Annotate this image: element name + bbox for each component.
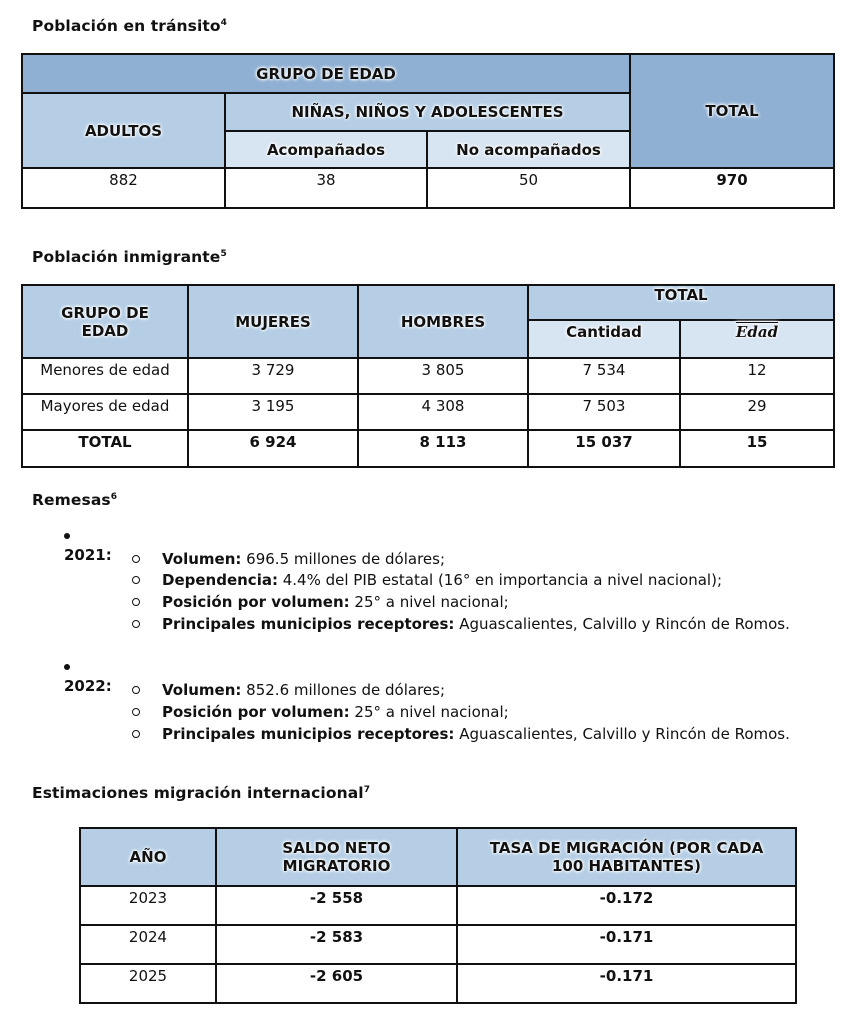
footnote-marker: 7	[363, 785, 371, 795]
migration-table	[79, 827, 797, 1004]
item-label: Principales municipios receptores:	[162, 615, 455, 633]
list-subitem	[132, 681, 445, 699]
header-total: TOTAL	[528, 285, 834, 320]
cell-women: 3 195	[188, 394, 358, 430]
header-men: HOMBRES	[358, 285, 528, 358]
year-label: 2022:	[64, 677, 112, 695]
cell-men: 3 805	[358, 358, 528, 394]
item-text: 4.4% del PIB estatal (16° en importancia a nivel nacional);	[277, 571, 722, 589]
list-subitem	[132, 550, 445, 568]
circle-bullet-icon	[132, 620, 140, 628]
list-subitem	[132, 725, 790, 743]
cell-quantity: 15 037	[528, 430, 680, 467]
header-unaccompanied: No acompañados	[427, 131, 630, 168]
circle-bullet-icon	[132, 730, 140, 738]
circle-bullet-icon	[132, 686, 140, 694]
item-text: Aguascalientes, Calvillo y Rincón de Romos.	[454, 615, 790, 633]
cell-net-balance: -2 583	[216, 925, 457, 964]
section-title-migration	[32, 784, 370, 802]
year-label: 2021:	[64, 546, 112, 564]
cell-men: 8 113	[358, 430, 528, 467]
list-item-year	[64, 528, 112, 564]
header-total: TOTAL	[630, 54, 834, 168]
footnote-marker: 4	[220, 18, 228, 28]
header-group: GRUPO DE EDAD	[22, 54, 630, 93]
cell-women: 3 729	[188, 358, 358, 394]
cell-men: 4 308	[358, 394, 528, 430]
list-subitem	[132, 593, 509, 611]
cell-age: 15	[680, 430, 834, 467]
section-title-immigrant	[32, 248, 227, 266]
table-row	[22, 358, 834, 394]
item-label: Dependencia:	[162, 571, 278, 589]
header-rate: TASA DE MIGRACIÓN (POR CADA 100 HABITANTES)	[457, 828, 796, 886]
cell-group: Mayores de edad	[22, 394, 188, 430]
header-net-balance: SALDO NETO MIGRATORIO	[216, 828, 457, 886]
title-text: Población en tránsito	[32, 17, 221, 35]
transit-table	[21, 53, 835, 209]
list-subitem	[132, 571, 722, 589]
circle-bullet-icon	[132, 598, 140, 606]
table-row	[80, 964, 796, 1003]
header-minors: NIÑAS, NIÑOS Y ADOLESCENTES	[225, 93, 630, 131]
item-text: 696.5 millones de dólares;	[241, 550, 446, 568]
footnote-marker: 6	[110, 492, 118, 502]
item-text: Aguascalientes, Calvillo y Rincón de Romos.	[454, 725, 790, 743]
cell-quantity: 7 503	[528, 394, 680, 430]
circle-bullet-icon	[132, 708, 140, 716]
title-text: Estimaciones migración internacional	[32, 784, 364, 802]
cell-rate: -0.171	[457, 925, 796, 964]
title-text: Población inmigrante	[32, 248, 221, 266]
section-title-transit	[32, 17, 227, 35]
section-title-remittances	[32, 491, 117, 509]
list-subitem	[132, 615, 790, 633]
cell-rate: -0.171	[457, 964, 796, 1003]
item-text: 25° a nivel nacional;	[349, 703, 509, 721]
item-text: 852.6 millones de dólares;	[241, 681, 446, 699]
cell-net-balance: -2 605	[216, 964, 457, 1003]
item-label: Principales municipios receptores:	[162, 725, 455, 743]
cell-rate: -0.172	[457, 886, 796, 925]
cell-net-balance: -2 558	[216, 886, 457, 925]
table-row	[80, 886, 796, 925]
table-row	[22, 394, 834, 430]
header-year: AÑO	[80, 828, 216, 886]
cell-accompanied: 38	[225, 168, 427, 208]
cell-year: 2024	[80, 925, 216, 964]
cell-age: 29	[680, 394, 834, 430]
item-text: 25° a nivel nacional;	[349, 593, 509, 611]
median-age-symbol: Edad	[735, 323, 779, 341]
item-label: Volumen:	[162, 681, 242, 699]
bullet-icon	[64, 664, 70, 670]
header-quantity: Cantidad	[528, 320, 680, 358]
footnote-marker: 5	[220, 249, 227, 259]
item-label: Volumen:	[162, 550, 242, 568]
item-label: Posición por volumen:	[162, 703, 350, 721]
header-adults: ADULTOS	[22, 93, 225, 168]
circle-bullet-icon	[132, 555, 140, 563]
cell-adults: 882	[22, 168, 225, 208]
title-text: Remesas	[32, 491, 111, 509]
header-accompanied: Acompañados	[225, 131, 427, 168]
table-row	[22, 168, 834, 208]
cell-total: 970	[630, 168, 834, 208]
header-women: MUJERES	[188, 285, 358, 358]
list-item-year	[64, 659, 112, 695]
cell-unaccompanied: 50	[427, 168, 630, 208]
cell-group: TOTAL	[22, 430, 188, 467]
cell-quantity: 7 534	[528, 358, 680, 394]
bullet-icon	[64, 533, 70, 539]
immigrant-table	[21, 284, 835, 468]
cell-year: 2025	[80, 964, 216, 1003]
cell-group: Menores de edad	[22, 358, 188, 394]
circle-bullet-icon	[132, 576, 140, 584]
header-age-group: GRUPO DE EDAD	[22, 285, 188, 358]
item-label: Posición por volumen:	[162, 593, 350, 611]
cell-year: 2023	[80, 886, 216, 925]
cell-age: 12	[680, 358, 834, 394]
list-subitem	[132, 703, 509, 721]
table-row-total	[22, 430, 834, 467]
header-age	[680, 320, 834, 358]
cell-women: 6 924	[188, 430, 358, 467]
table-row	[80, 925, 796, 964]
